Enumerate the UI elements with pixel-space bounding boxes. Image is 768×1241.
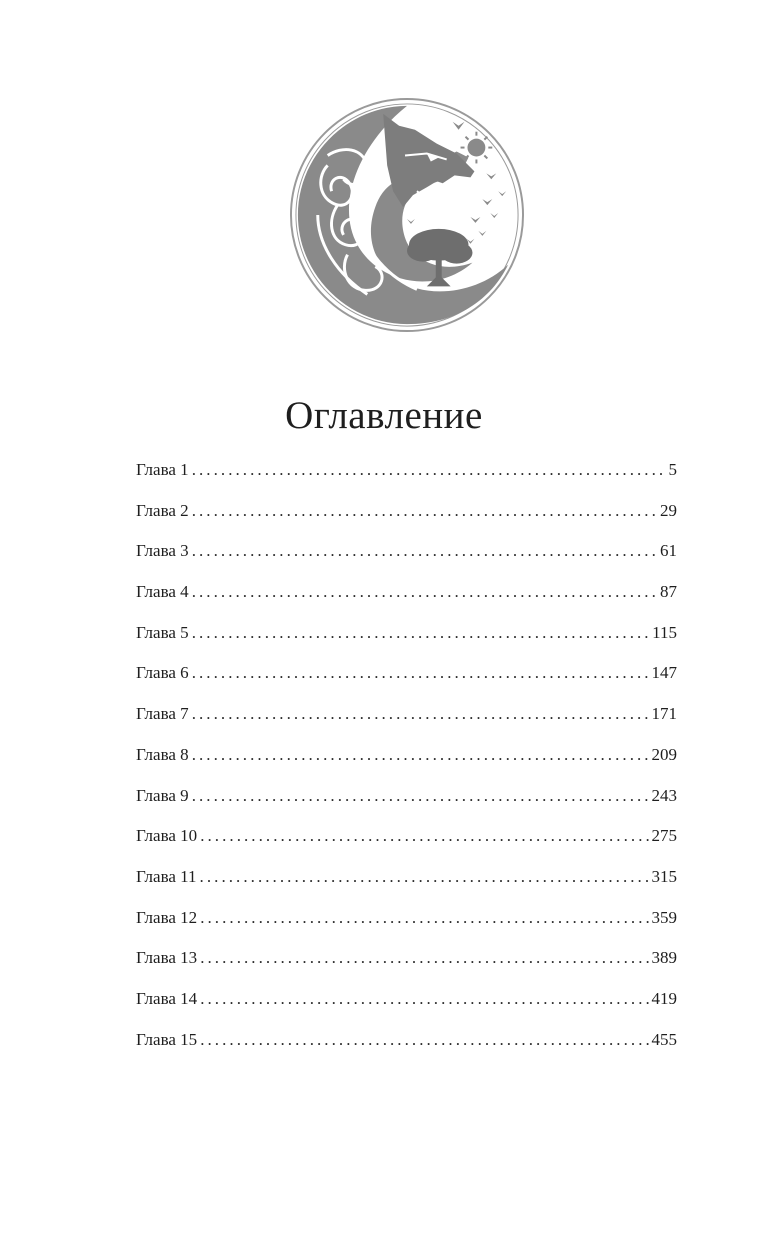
toc-dot-leader <box>200 938 649 979</box>
toc-dot-leader <box>192 694 650 735</box>
toc-entry[interactable] <box>136 816 677 857</box>
toc-page-number: 275 <box>651 826 677 846</box>
toc-dot-leader <box>200 1020 649 1061</box>
toc-chapter-title: Глава 8 <box>136 744 189 764</box>
toc-dot-leader <box>200 857 650 898</box>
toc-chapter-title: Глава 9 <box>136 785 189 805</box>
toc-dot-leader <box>192 776 650 817</box>
toc-entry[interactable] <box>136 694 677 735</box>
toc-chapter-title: Глава 14 <box>136 988 198 1008</box>
toc-page-number: 87 <box>660 582 677 602</box>
toc-dot-leader <box>200 816 649 857</box>
toc-page-number: 5 <box>668 460 677 479</box>
toc-chapter-title: Глава 12 <box>136 907 198 927</box>
toc-entry[interactable] <box>136 979 677 1020</box>
toc-dot-leader <box>192 653 650 694</box>
toc-entry[interactable] <box>136 776 677 817</box>
toc-page-number: 389 <box>651 948 677 968</box>
toc-chapter-title: Глава 10 <box>136 826 198 846</box>
toc-chapter-title: Глава 5 <box>136 622 189 642</box>
toc-entry[interactable] <box>136 491 677 532</box>
toc-chapter-title: Глава 15 <box>136 1029 198 1049</box>
toc-entry[interactable] <box>136 938 677 979</box>
toc-chapter-title: Глава 3 <box>136 541 189 561</box>
toc-chapter-title: Глава 1 <box>136 460 189 479</box>
toc-chapter-title: Глава 7 <box>136 704 189 724</box>
toc-entry[interactable] <box>136 1020 677 1061</box>
toc-chapter-title: Глава 13 <box>136 948 198 968</box>
toc-entry[interactable] <box>136 898 677 939</box>
toc-entry[interactable] <box>136 450 677 491</box>
toc-chapter-title: Глава 4 <box>136 582 189 602</box>
toc-dot-leader <box>200 979 649 1020</box>
toc-page-number: 419 <box>651 988 677 1008</box>
toc-entry[interactable] <box>136 653 677 694</box>
toc-page-number: 209 <box>651 744 677 764</box>
toc-entry[interactable] <box>136 735 677 776</box>
table-of-contents <box>136 450 677 1060</box>
toc-page-number: 315 <box>651 866 677 886</box>
toc-entry[interactable] <box>136 857 677 898</box>
toc-chapter-title: Глава 6 <box>136 663 189 683</box>
toc-page-number: 29 <box>660 500 677 520</box>
toc-dot-leader <box>192 613 650 654</box>
toc-dot-leader <box>192 735 650 776</box>
toc-page-number: 115 <box>652 622 677 642</box>
toc-dot-leader <box>192 572 658 613</box>
toc-dot-leader <box>200 898 649 939</box>
toc-dot-leader <box>192 450 667 491</box>
toc-page-number: 455 <box>651 1029 677 1049</box>
toc-page-number: 147 <box>651 663 677 683</box>
toc-page-number: 359 <box>651 907 677 927</box>
wolf-celtic-knot-emblem-icon <box>288 96 526 334</box>
toc-entry[interactable] <box>136 572 677 613</box>
toc-dot-leader <box>192 491 658 532</box>
toc-chapter-title: Глава 11 <box>136 866 197 886</box>
toc-page-number: 243 <box>651 785 677 805</box>
page-title: Оглавление <box>285 394 483 437</box>
toc-page-number: 171 <box>651 704 677 724</box>
toc-chapter-title: Глава 2 <box>136 500 189 520</box>
toc-entry[interactable] <box>136 613 677 654</box>
toc-dot-leader <box>192 531 658 572</box>
toc-entry[interactable] <box>136 531 677 572</box>
toc-page-number: 61 <box>660 541 677 561</box>
